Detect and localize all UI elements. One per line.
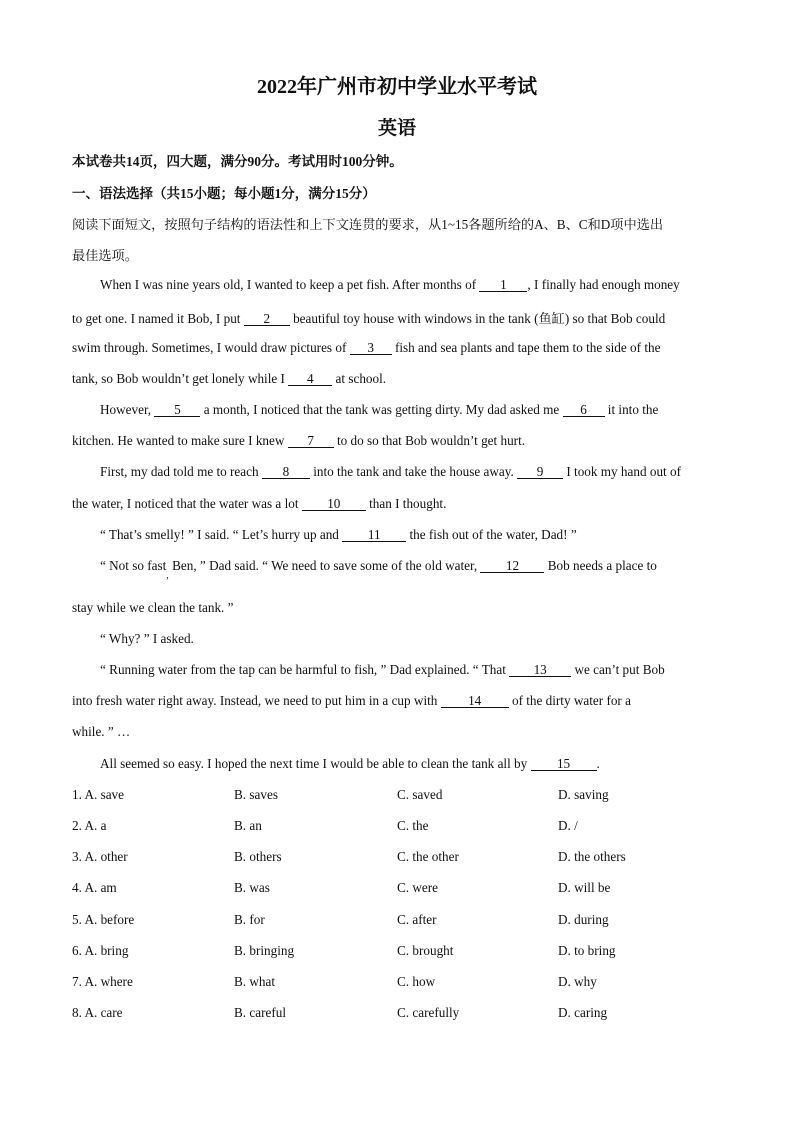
passage-text: fish and sea plants and tape them to the side of the [394,340,661,355]
passage-text: we can’t put Bob [574,662,665,677]
option-4a[interactable]: 4. A. am [72,880,117,895]
passage-text: beautiful toy house with windows in the tank (鱼缸) so that Bob could [293,311,666,326]
blank-4[interactable]: 4 [288,372,332,386]
passage-text: When I was nine years old, I wanted to keep a pet fish. After months of [100,277,477,292]
passage-text: . [596,756,600,771]
option-4d[interactable]: D. will be [558,880,611,895]
option-2d[interactable]: D. / [558,818,578,833]
option-3a[interactable]: 3. A. other [72,849,128,864]
blank-2[interactable]: 2 [244,312,290,326]
blank-9[interactable]: 9 [517,465,563,479]
passage-text: tank, so Bob wouldn’t get lonely while I [72,371,285,386]
blank-8[interactable]: 8 [262,465,310,479]
option-7d[interactable]: D. why [558,974,597,989]
option-7c[interactable]: C. how [397,974,436,989]
option-8b[interactable]: B. careful [234,1005,286,1020]
passage-text: swim through. Sometimes, I would draw pictures of [72,340,347,355]
passage-line [100,277,680,293]
option-5d[interactable]: D. during [558,912,609,927]
option-4c[interactable]: C. were [397,880,439,895]
option-3b[interactable]: B. others [234,849,282,864]
passage-line: while. ” … [72,724,131,739]
blank-12[interactable]: 12 [480,559,544,573]
option-3d[interactable]: D. the others [558,849,626,864]
option-5b[interactable]: B. for [234,912,265,927]
passage-text: into fresh water right away. Instead, we need to put him in a cup with [72,693,438,708]
passage-text: First, my dad told me to reach [100,464,259,479]
instruction-line-1: 阅读下面短文，按照句子结构的语法性和上下文连贯的要求，从1~15各题所给的A、B、C和D项中选出 [72,217,664,232]
passage-text: Bob needs a place to [547,558,657,573]
passage-line [72,340,660,356]
blank-11[interactable]: 11 [342,528,406,542]
stray-comma: , [166,570,169,581]
blank-3[interactable]: 3 [350,341,392,355]
option-8a[interactable]: 8. A. care [72,1005,123,1020]
passage-text: to do so that Bob wouldn’t get hurt. [337,433,526,448]
option-1b[interactable]: B. saves [234,787,278,802]
instruction-line-2: 最佳选项。 [72,248,138,263]
passage-line: “ Why? ” I asked. [100,631,194,646]
passage-text: into the tank and take the house away. [313,464,514,479]
blank-6[interactable]: 6 [563,403,605,417]
blank-5[interactable]: 5 [154,403,200,417]
passage-text: to get one. I named it Bob, I put [72,311,241,326]
section-heading: 一、语法选择（共15小题；每小题1分，满分15分） [72,186,376,201]
passage-text: than I thought. [369,496,447,511]
option-7b[interactable]: B. what [234,974,276,989]
passage-line [100,402,658,418]
passage-line [100,558,657,581]
passage-text: the water, I noticed that the water was a lot [72,496,299,511]
option-6d[interactable]: D. to bring [558,943,616,958]
exam-info: 本试卷共14页，四大题，满分90分。考试用时100分钟。 [72,154,403,169]
option-2a[interactable]: 2. A. a [72,818,107,833]
option-6c[interactable]: C. brought [397,943,454,958]
passage-line [100,464,681,480]
blank-15[interactable]: 15 [531,757,597,771]
passage-line [100,527,577,543]
option-8d[interactable]: D. caring [558,1005,608,1020]
option-4b[interactable]: B. was [234,880,270,895]
passage-text: I took my hand out of [566,464,681,479]
option-5a[interactable]: 5. A. before [72,912,135,927]
passage-line [100,756,600,772]
blank-7[interactable]: 7 [288,434,334,448]
passage-line [72,308,665,327]
option-7a[interactable]: 7. A. where [72,974,133,989]
option-5c[interactable]: C. after [397,912,437,927]
passage-line [72,371,386,387]
passage-text: a month, I noticed that the tank was getting dirty. My dad asked me [203,402,560,417]
passage-text: “ That’s smelly! ” I said. “ Let’s hurry up and [100,527,339,542]
passage-text: , I finally had enough money [527,277,680,292]
option-2c[interactable]: C. the [397,818,429,833]
blank-14[interactable]: 14 [441,694,509,708]
option-1c[interactable]: C. saved [397,787,443,802]
passage-text: However, [100,402,152,417]
option-6b[interactable]: B. bringing [234,943,295,958]
subject-title: 英语 [377,118,416,139]
passage-line [72,693,631,709]
option-3c[interactable]: C. the other [397,849,459,864]
passage-text: “ Running water from the tap can be harmful to fish, ” Dad explained. “ That [100,662,506,677]
passage-text: at school. [335,371,387,386]
passage-line: stay while we clean the tank. ” [72,600,234,615]
option-2b[interactable]: B. an [234,818,262,833]
passage-line [100,662,665,678]
passage-text: it into the [607,402,659,417]
option-8c[interactable]: C. carefully [397,1005,460,1020]
passage-text: All seemed so easy. I hoped the next time I would be able to clean the tank all by [100,756,528,771]
blank-13[interactable]: 13 [509,663,571,677]
passage-text: kitchen. He wanted to make sure I knew [72,433,285,448]
passage-text: the fish out of the water, Dad! ” [409,527,577,542]
exam-title: 2022年广州市初中学业水平考试 [257,76,537,98]
passage-line [72,433,525,449]
blank-10[interactable]: 10 [302,497,366,511]
passage-text: of the dirty water for a [511,693,631,708]
option-1a[interactable]: 1. A. save [72,787,125,802]
passage-line [72,496,446,512]
option-6a[interactable]: 6. A. bring [72,943,129,958]
option-1d[interactable]: D. saving [558,787,609,802]
passage-text: “ Not so fast [100,558,167,573]
passage-text: Ben, ” Dad said. “ We need to save some of the old water, [172,558,478,573]
blank-1[interactable]: 1 [479,278,527,292]
